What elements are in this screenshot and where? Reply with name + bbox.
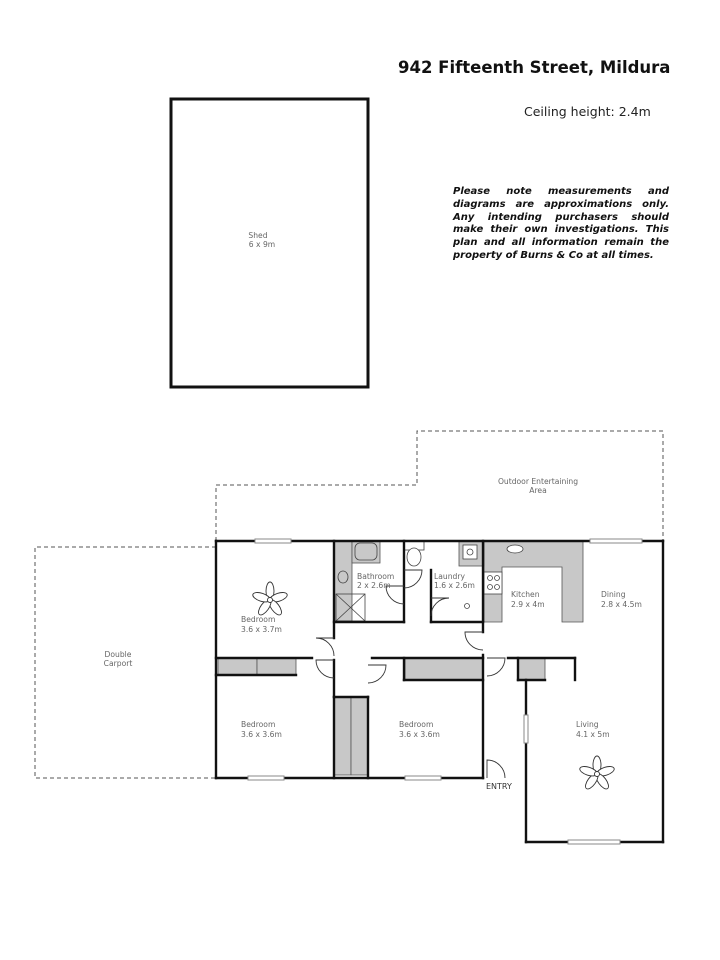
ceiling-fan-bedroom [252,582,289,617]
property-address: 942 Fifteenth Street, Mildura [398,58,671,77]
living-label: Living [576,720,599,729]
bedroom1-size: 3.6 x 3.7m [241,625,282,634]
bedroom2-label: Bedroom [241,720,276,729]
bedroom2-size: 3.6 x 3.6m [241,730,282,739]
living-size: 4.1 x 5m [576,730,610,739]
shed [171,99,368,387]
outdoor-label-1: Outdoor Entertaining [497,477,579,486]
bedroom1-label: Bedroom [241,615,276,624]
dining-size: 2.8 x 4.5m [601,600,642,609]
bedroom3-size: 3.6 x 3.6m [399,730,440,739]
shed-label: Shed [248,231,268,240]
laundry-size: 1.6 x 2.6m [434,581,475,590]
ceiling-height: Ceiling height: 2.4m [524,104,651,119]
bedroom3-label: Bedroom [399,720,434,729]
dining-label: Dining [601,590,626,599]
bathroom-size: 2 x 2.6m [357,581,391,590]
kitchen-label: Kitchen [511,590,540,599]
shed-size: 6 x 9m [248,240,276,249]
laundry-label: Laundry [434,572,465,581]
carport-label-2: Carport [103,659,133,668]
ceiling-fan-living [579,756,616,791]
outdoor-label-2: Area [529,486,547,495]
entry-label: ENTRY [486,782,512,791]
bathroom-label: Bathroom [357,572,395,581]
disclaimer-note: Please note measurements and diagrams are approximations only. Any intending purchasers should make their own investigations. This plan and all information remain the property of Burns & Co at all times. [453,186,669,261]
kitchen-size: 2.9 x 4m [511,600,545,609]
carport-label-1: Double [104,650,132,659]
